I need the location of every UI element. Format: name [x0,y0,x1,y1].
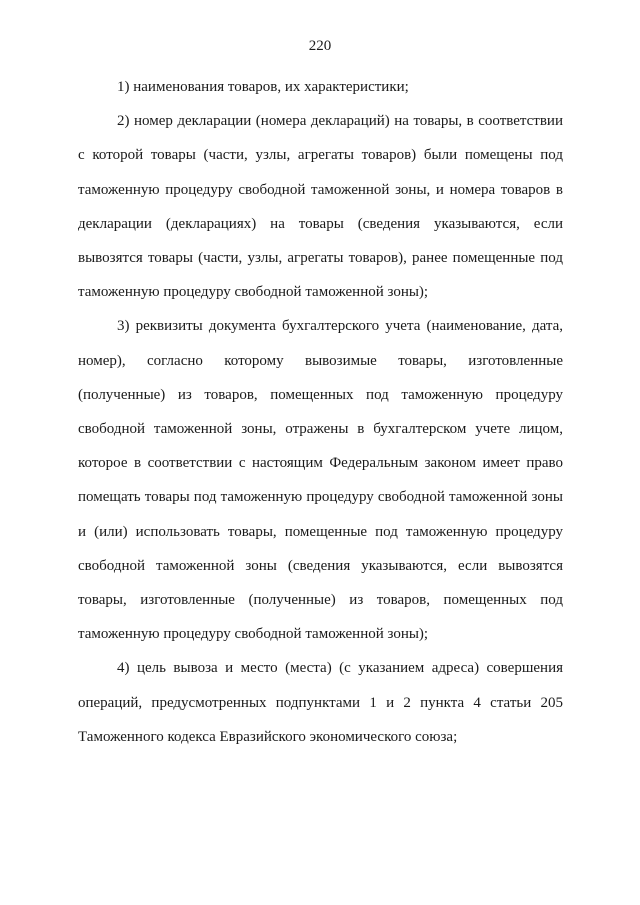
page-number: 220 [308,38,332,54]
list-item-3: 3) реквизиты документа бухгалтерского учета (наименование, дата, номер), согласно которому вывозимые товары, изготовленные (полученные) из товаров, помещенных под таможенную процедуру свободной таможенной зоны, отражены в бухгалтерском учете лицом, которое в соответствии с настоящим Федеральным законом имеет право помещать товары под таможенную процедуру свободной таможенной зоны и (или) использовать товары, помещенные под таможенную процедуру свободной таможенной зоны (сведения указываются, если вывозятся товары, изготовленные (полученные) из товаров, помещенных под таможенную процедуру свободной таможенной зоны); [78,318,563,643]
list-item-2: 2) номер декларации (номера деклараций) на товары, в соответствии с которой товары (части, узлы, агрегаты товаров) были помещены под таможенную процедуру свободной таможенной зоны, и номера товаров в декларации (декларациях) на товары (сведения указываются, если вывозятся товары (части, узлы, агрегаты товаров), ранее помещенные под таможенную процедуру свободной таможенной зоны); [78,113,563,301]
document-body [78,70,563,754]
list-item-4: 4) цель вывоза и место (места) (с указанием адреса) совершения операций, предусмотренных подпунктами 1 и 2 пункта 4 статьи 205 Таможенного кодекса Евразийского экономического союза; [78,660,563,745]
list-item-1: 1) наименования товаров, их характеристики; [117,79,409,95]
